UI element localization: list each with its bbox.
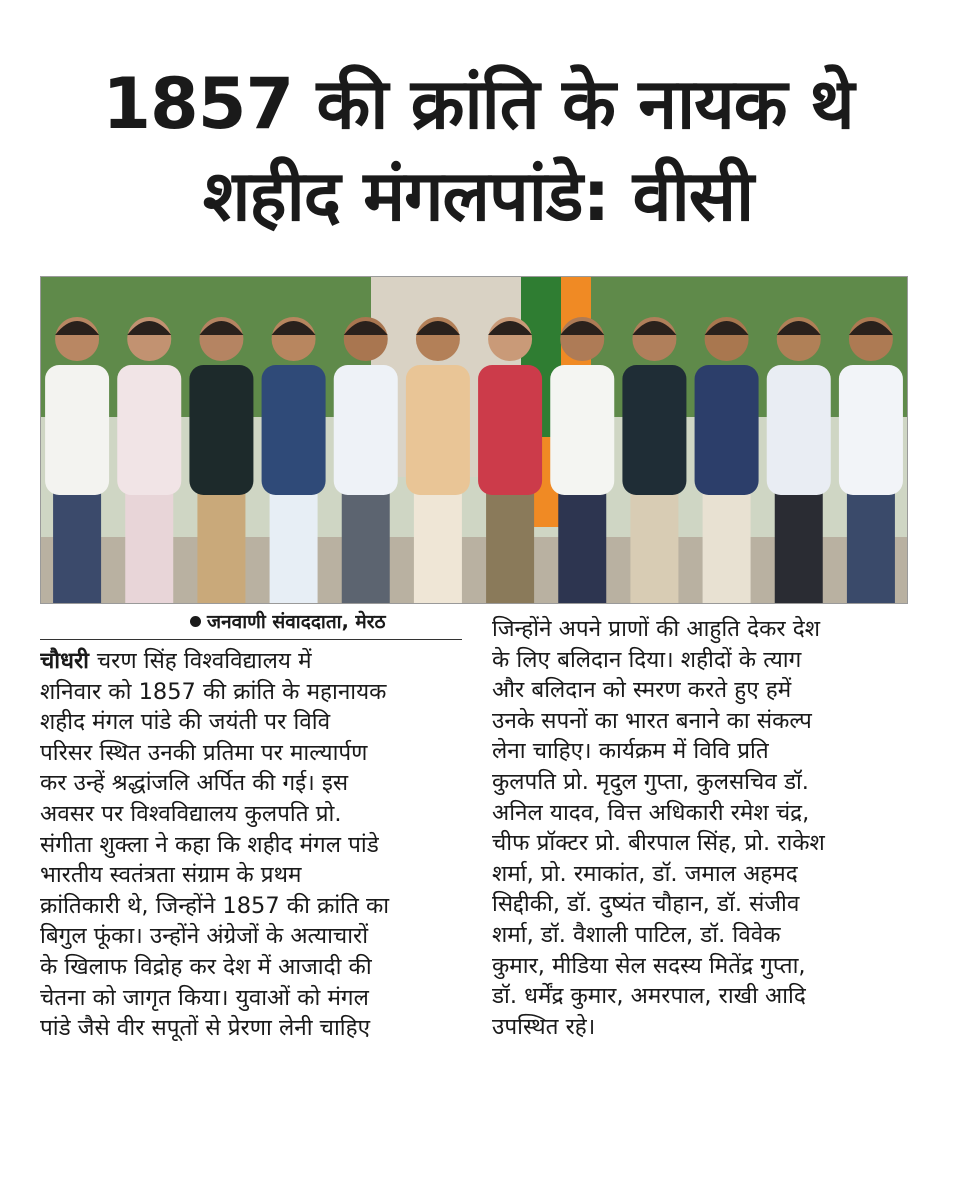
article-line: चेतना को जागृत किया। युवाओं को मंगल (40, 984, 369, 1011)
lead-word: चौधरी (40, 648, 97, 674)
news-photo (40, 276, 908, 604)
article-line: अवसर पर विश्वविद्यालय कुलपति प्रो. (40, 800, 342, 827)
article-line: उनके सपनों का भारत बनाने का संकल्प (492, 707, 812, 734)
article-line: शहीद मंगल पांडे की जयंती पर विवि (40, 709, 331, 736)
article-line: के लिए बलिदान दिया। शहीदों के त्याग (492, 646, 802, 673)
article-line: पांडे जैसे वीर सपूतों से प्रेरणा लेनी चाहिए (40, 1015, 371, 1042)
article-line: परिसर स्थित उनकी प्रतिमा पर माल्यार्पण (40, 739, 368, 766)
article-line: सिद्दीकी, डॉ. दुष्यंत चौहान, डॉ. संजीव (492, 891, 800, 918)
article-line-text: चरण सिंह विश्वविद्यालय में (96, 648, 312, 674)
group-photo-illustration (41, 277, 907, 603)
article-line: चीफ प्रॉक्टर प्रो. बीरपाल सिंह, प्रो. राकेश (492, 830, 825, 857)
article-line: भारतीय स्वतंत्रता संग्राम के प्रथम (40, 862, 302, 889)
article-line: कुलपति प्रो. मृदुल गुप्ता, कुलसचिव डॉ. (492, 768, 809, 795)
article-line: जिन्होंने अपने प्राणों की आहुति देकर देश (492, 616, 820, 642)
article-line: क्रांतिकारी थे, जिन्होंने 1857 की क्रांति का (40, 892, 390, 919)
article-line: कर उन्हें श्रद्धांजलि अर्पित की गई। इस (40, 770, 349, 797)
article-line: शनिवार को 1857 की क्रांति के महानायक (40, 678, 387, 705)
article-line: शर्मा, प्रो. रमाकांत, डॉ. जमाल अहमद (492, 860, 798, 887)
article-line: लेना चाहिए। कार्यक्रम में विवि प्रति (492, 738, 769, 765)
article-line: के खिलाफ विद्रोह कर देश में आजादी की (40, 953, 372, 980)
article-column-left (40, 646, 460, 1044)
article-line: बिगुल फूंका। उन्होंने अंग्रेजों के अत्याचारों (40, 923, 369, 950)
headline-line-1: 1857 की क्रांति के नायक थे (102, 63, 854, 145)
article-line: शर्मा, डॉ. वैशाली पाटिल, डॉ. विवेक (492, 921, 781, 948)
headline-line-2: शहीद मंगलपांडे: वीसी (202, 155, 754, 237)
article-line: उपस्थित रहे। (492, 1013, 596, 1040)
credit-divider (40, 639, 462, 640)
reporter-credit (190, 608, 386, 634)
article-line: संगीता शुक्ला ने कहा कि शहीद मंगल पांडे (40, 831, 379, 858)
bullet-icon (190, 616, 201, 627)
reporter-credit-text: जनवाणी संवाददाता, मेरठ (207, 611, 386, 633)
article-column-right (492, 614, 910, 1042)
article-line: अनिल यादव, वित्त अधिकारी रमेश चंद्र, (492, 799, 810, 826)
article-line: और बलिदान को स्मरण करते हुए हमें (492, 677, 792, 704)
article-line: डॉ. धर्मेंद्र कुमार, अमरपाल, राखी आदि (492, 983, 806, 1010)
article-line: कुमार, मीडिया सेल सदस्य मितेंद्र गुप्ता, (492, 952, 806, 979)
article-line (40, 646, 460, 677)
headline (20, 58, 936, 242)
